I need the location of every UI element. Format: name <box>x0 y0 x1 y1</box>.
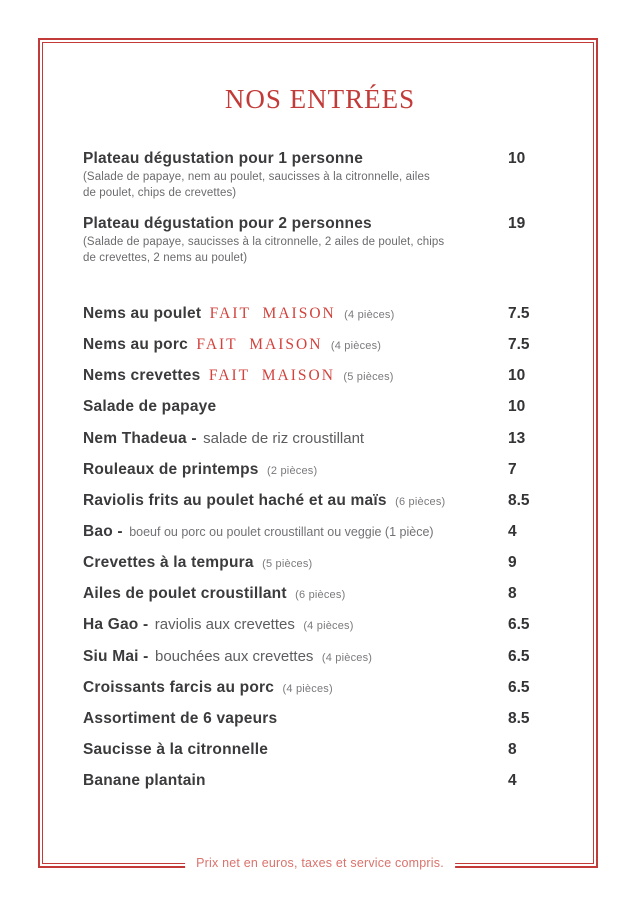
menu-item-pieces: (4 pièces) <box>330 340 382 353</box>
menu-item-price: 8 <box>508 740 517 758</box>
menu-item-name: Croissants farcis au porc <box>83 678 275 696</box>
menu-item-detail: raviolis aux crevettes <box>154 616 295 634</box>
menu-item-row <box>83 423 557 454</box>
menu-item-row <box>83 734 557 765</box>
menu-item-badge: FAIT MAISON <box>209 305 336 322</box>
menu-item-row <box>83 391 557 422</box>
page-title: NOS ENTRÉES <box>224 84 416 114</box>
menu-item-price: 6.5 <box>508 647 530 665</box>
menu-item-price: 8.5 <box>508 709 530 727</box>
menu-item-row <box>83 672 557 703</box>
featured-item-price: 19 <box>508 215 526 232</box>
menu-item-row <box>83 609 557 640</box>
menu-item-pieces: (4 pièces) <box>303 620 354 633</box>
menu-item-pieces: (4 pièces) <box>321 651 373 664</box>
menu-item-name: Nems au porc <box>83 336 188 354</box>
featured-item-description: (Salade de papaye, nem au poulet, saucisses à la citronnelle, ailes de poulet, chips de crevettes) <box>83 171 430 199</box>
menu-item-detail-small: boeuf ou porc ou poulet croustillant ou veggie (1 pièce) <box>129 524 434 539</box>
menu-item-price: 9 <box>508 554 517 572</box>
featured-item-description: (Salade de papaye, saucisses à la citronnelle, 2 ailes de poulet, chips de crevettes, 2 nems au poulet) <box>83 236 445 264</box>
menu-item-row <box>83 454 557 485</box>
menu-item-pieces: (6 pièces) <box>395 495 446 508</box>
menu-item-name: Saucisse à la citronnelle <box>83 740 269 758</box>
menu-item-row <box>83 329 557 360</box>
menu-item-name: Raviolis frits au poulet haché et au maïs <box>83 491 387 509</box>
menu-item-price: 7.5 <box>508 305 530 322</box>
featured-item-price: 10 <box>508 150 526 167</box>
menu-item-badge: FAIT MAISON <box>208 367 335 385</box>
menu-item-row <box>83 703 557 734</box>
featured-item-row <box>83 150 557 201</box>
menu-item-pieces: (4 pièces) <box>282 682 333 695</box>
footer-note: Prix net en euros, taxes et service compris. <box>185 855 455 872</box>
menu-item-price: 6.5 <box>508 678 530 696</box>
menu-item-name: Banane plantain <box>83 772 206 790</box>
menu-item-price: 7.5 <box>508 336 530 354</box>
menu-item-detail: bouchées aux crevettes <box>154 647 314 665</box>
featured-item-name: Plateau dégustation pour 2 personnes <box>83 215 372 232</box>
menu-item-name: Rouleaux de printemps <box>83 460 259 478</box>
menu-item-pieces: (4 pièces) <box>344 309 395 321</box>
menu-item-name: Bao - <box>83 522 123 540</box>
menu-item-name: Ha Gao - <box>83 616 149 634</box>
menu-item-pieces: (2 pièces) <box>267 464 318 477</box>
menu-item-name: Nems crevettes <box>83 367 201 385</box>
menu-item-row <box>83 516 557 547</box>
menu-item-badge: FAIT MAISON <box>196 336 323 354</box>
menu-item-name: Assortiment de 6 vapeurs <box>83 709 278 727</box>
menu-item-row <box>83 578 557 609</box>
menu-item-name: Nem Thadeua - <box>83 429 197 447</box>
menu-item-pieces: (5 pièces) <box>343 371 394 384</box>
menu-item-price: 13 <box>508 429 526 447</box>
menu-item-price: 4 <box>508 772 517 790</box>
menu-item-name: Nems au poulet <box>83 305 202 322</box>
menu-item-price: 4 <box>508 522 517 540</box>
menu-item-row <box>83 547 557 578</box>
menu-item-name: Siu Mai - <box>83 647 149 665</box>
menu-item-pieces: (5 pièces) <box>262 558 313 571</box>
menu-item-detail: salade de riz croustillant <box>203 429 365 447</box>
menu-item-row <box>83 485 557 516</box>
menu-item-price: 8 <box>508 585 517 603</box>
menu-items-section <box>83 298 557 796</box>
featured-item-name: Plateau dégustation pour 1 personne <box>83 150 364 167</box>
menu-item-name: Salade de papaye <box>83 398 217 416</box>
menu-item-price: 8.5 <box>508 491 530 509</box>
menu-item-price: 10 <box>508 398 526 416</box>
featured-section <box>83 150 557 280</box>
menu-item-row <box>83 298 557 329</box>
menu-item-pieces: (6 pièces) <box>295 589 346 602</box>
menu-item-price: 10 <box>508 367 526 385</box>
menu-item-row <box>83 765 557 796</box>
menu-item-price: 7 <box>508 460 517 478</box>
menu-item-name: Crevettes à la tempura <box>83 554 254 572</box>
menu-item-row <box>83 360 557 391</box>
menu-item-row <box>83 641 557 672</box>
menu-item-price: 6.5 <box>508 616 530 634</box>
featured-item-row <box>83 215 557 266</box>
menu-item-name: Ailes de poulet croustillant <box>83 585 287 603</box>
